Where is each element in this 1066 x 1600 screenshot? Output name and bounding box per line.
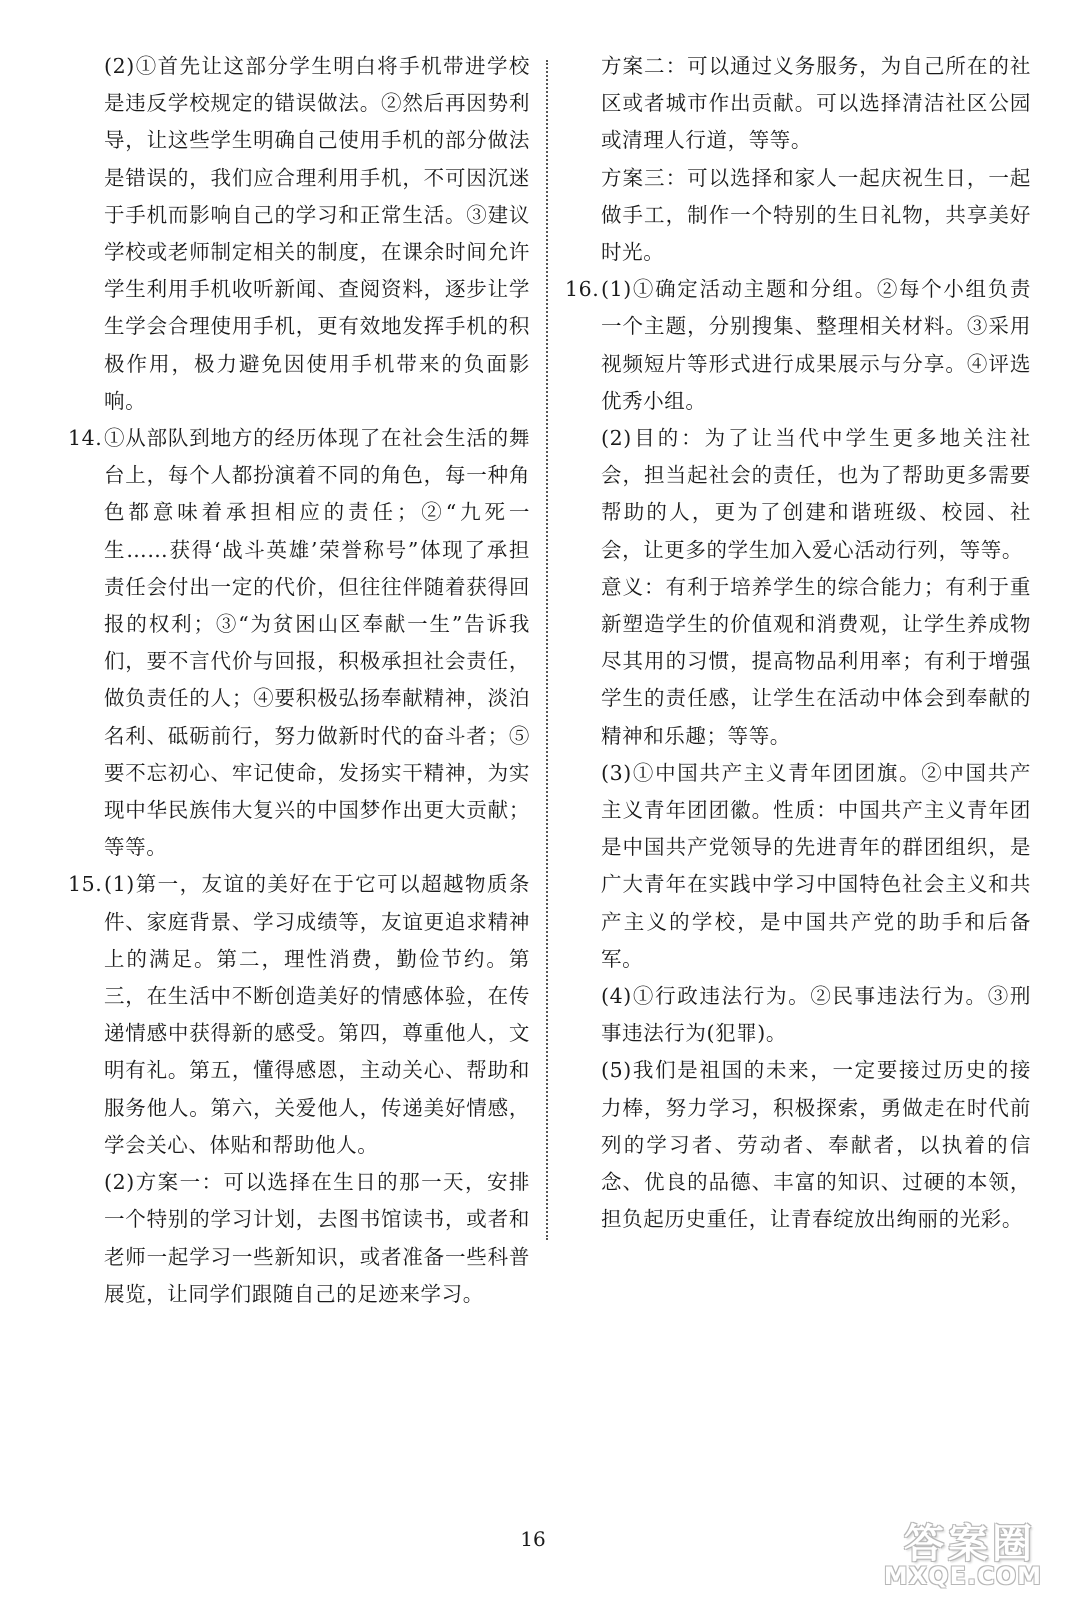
watermark-brand: 答案圈 — [904, 1520, 1036, 1567]
answer-13-part-2: (2)①首先让这部分学生明白将手机带进学校是违反学校规定的错误做法。②然后再因势利导，让这些学生明确自己使用手机的部分做法是错误的，我们应合理利用手机，不可因沉迷于手机而影响自己的学习和正常生活。③建议学校或老师制定相关的制度，在课余时间允许学生利用手机收听新闻、查阅资料，逐步让学生学会合理使用手机，更有效地发挥手机的积极作用，极力避免因使用手机带来的负面影响。 — [104, 54, 530, 413]
watermark-logo — [854, 1512, 1050, 1590]
column-divider — [546, 60, 548, 1240]
answer-15 — [68, 866, 530, 1312]
answer-16-significance: 意义：有利于培养学生的综合能力；有利于重新塑造学生的价值观和消费观，让学生养成物尽其用的习惯，提高物品利用率；有利于增强学生的责任感，让学生在活动中体会到奉献的精神和乐趣；等等。 — [601, 574, 1031, 748]
answer-16-body — [601, 271, 1031, 1238]
answer-15-body — [104, 866, 530, 1312]
answer-16-part-2: (2)目的：为了让当代中学生更多地关注社会，担当起社会的责任，也为了帮助更多需要帮助的人，更为了创建和谐班级、校园、社会，让更多的学生加入爱心活动行列，等等。 — [601, 426, 1031, 562]
answer-16-part-3: (3)①中国共产主义青年团团旗。②中国共产主义青年团团徽。性质：中国共产主义青年团是中国共产党领导的先进青年的群团组织，是广大青年在实践中学习中国特色社会主义和共产主义的学校，是中国共产党的助手和后备军。 — [601, 760, 1031, 971]
answer-14-text: ①从部队到地方的经历体现了在社会生活的舞台上，每个人都扮演着不同的角色，每一种角色都意味着承担相应的责任；②“九死一生……获得‘战斗英雄’荣誉称号”体现了承担责任会付出一定的代价，但往往伴随着获得回报的权利；③“为贫困山区奉献一生”告诉我们，要不言代价与回报，积极承担社会责任，做负责任的人；④要积极弘扬奉献精神，淡泊名利、砥砺前行，努力做新时代的奋斗者；⑤要不忘初心、牢记使命，发扬实干精神，为实现中华民族伟大复兴的中国梦作出更大贡献；等等。 — [104, 426, 530, 860]
answer-16-part-4: (4)①行政违法行为。②民事违法行为。③刑事违法行为(犯罪)。 — [601, 984, 1031, 1046]
page-number: 16 — [520, 1527, 546, 1551]
answer-15-plan-2: 方案二：可以通过义务服务，为自己所在的社区或者城市作出贡献。可以选择清洁社区公园或清理人行道，等等。 — [601, 54, 1031, 153]
answer-16 — [565, 271, 1031, 1238]
question-number-16: 16. — [565, 277, 600, 302]
answer-15-plan-3: 方案三：可以选择和家人一起庆祝生日，一起做手工，制作一个特别的生日礼物，共享美好时光。 — [601, 165, 1031, 265]
question-number-14: 14. — [68, 426, 103, 451]
left-column — [68, 48, 530, 1313]
answer-16-part-5: (5)我们是祖国的未来，一定要接过历史的接力棒，努力学习，积极探索，勇做走在时代前列的学习者、劳动者、奉献者，以执着的信念、优良的品德、丰富的知识、过硬的本领，担负起历史重任，让青春绽放出绚丽的光彩。 — [601, 1058, 1031, 1232]
question-number-15: 15. — [68, 872, 103, 897]
answer-14 — [68, 420, 530, 866]
answer-15-part-2: (2)方案一：可以选择在生日的那一天，安排一个特别的学习计划，去图书馆读书，或者和老师一起学习一些新知识，或者准备一些科普展览，让同学们跟随自己的足迹来学习。 — [104, 1170, 530, 1306]
right-column — [565, 48, 1031, 1239]
watermark-domain: MXQE.COM — [883, 1562, 1042, 1590]
answer-16-part-1: (1)①确定活动主题和分组。②每个小组负责一个主题，分别搜集、整理相关材料。③采用视频短片等形式进行成果展示与分享。④评选优秀小组。 — [601, 277, 1031, 413]
answer-15-part-1: (1)第一，友谊的美好在于它可以超越物质条件、家庭背景、学习成绩等，友谊更追求精神上的满足。第二，理性消费，勤俭节约。第三，在生活中不断创造美好的情感体验，在传递情感中获得新的感受。第四，尊重他人，文明有礼。第五，懂得感恩，主动关心、帮助和服务他人。第六，关爱他人，传递美好情感，学会关心、体贴和帮助他人。 — [104, 872, 530, 1157]
